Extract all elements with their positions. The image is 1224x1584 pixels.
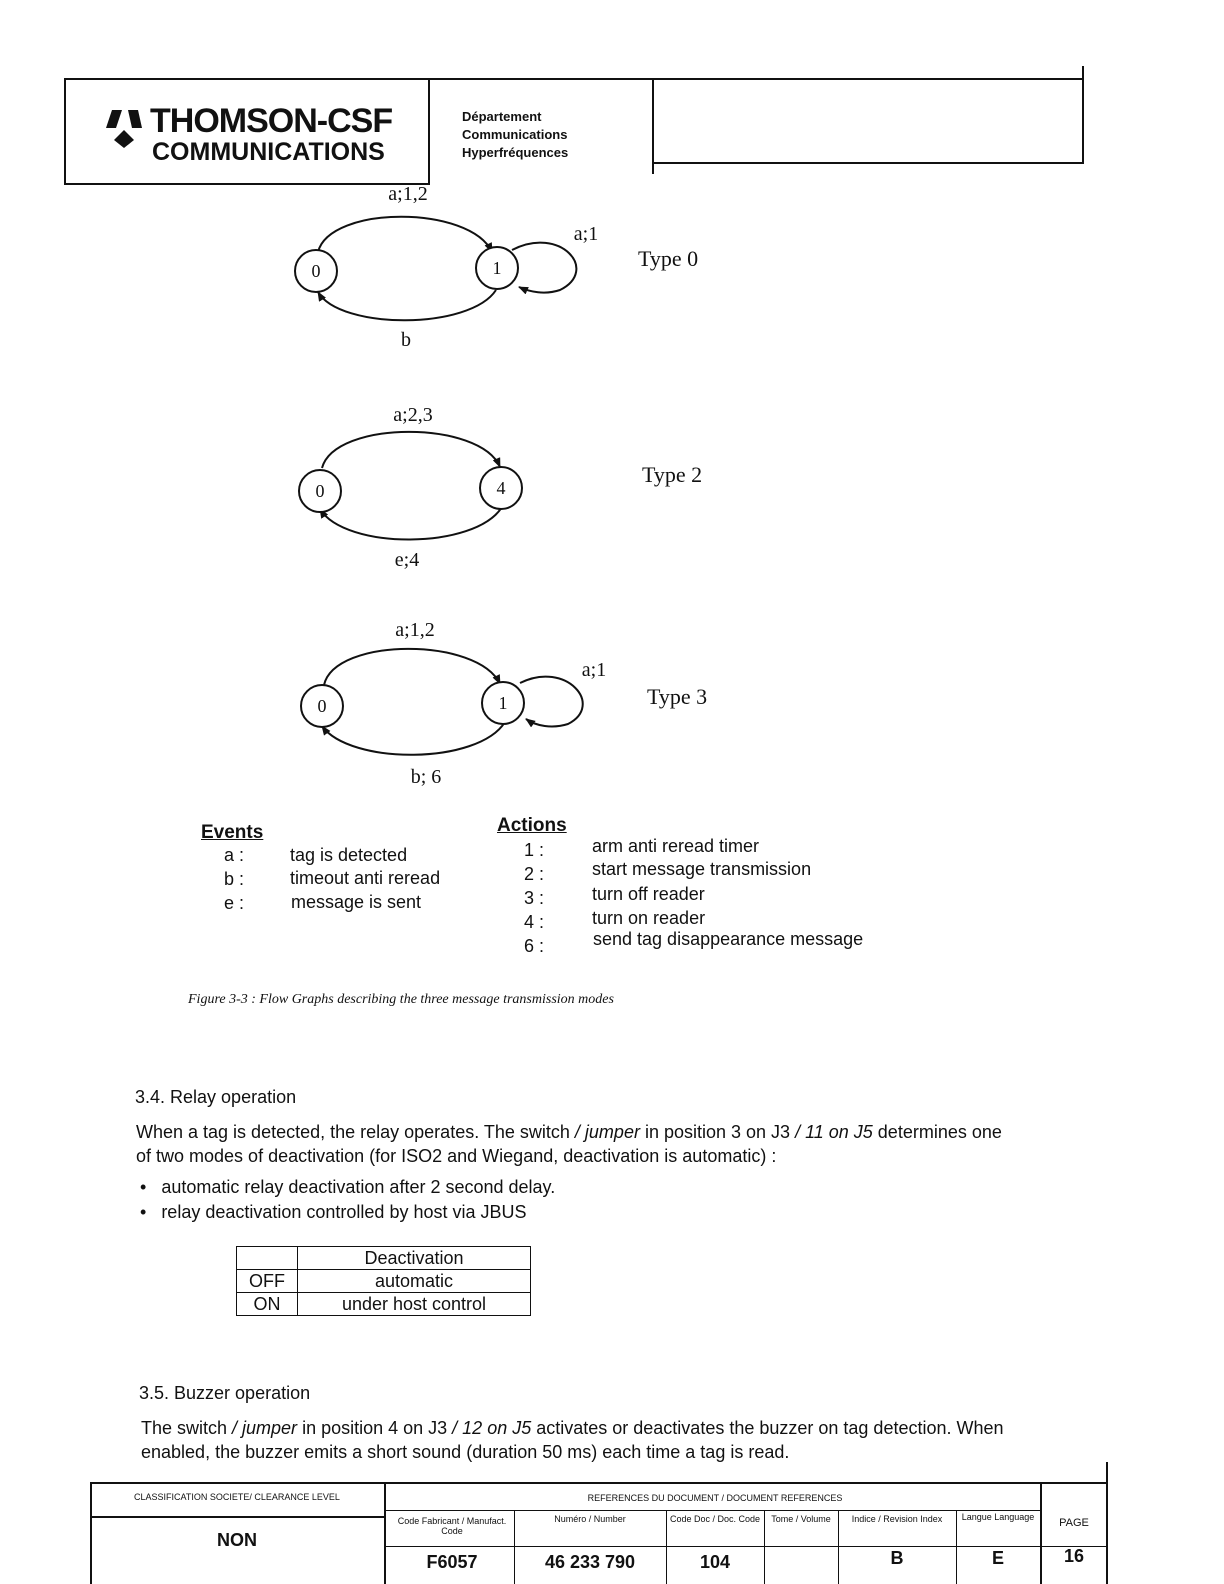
action-text: arm anti reread timer <box>592 836 760 856</box>
references-label: REFERENCES DU DOCUMENT / DOCUMENT REFERENCES <box>587 1493 843 1503</box>
action-key: 1 : <box>524 840 545 860</box>
action-text: turn off reader <box>592 884 705 904</box>
edge-label-top: a;1,2 <box>388 183 428 205</box>
loop-label: a;1 <box>581 659 607 681</box>
action-text: send tag disappearance message <box>593 929 864 949</box>
state-0: 0 <box>315 481 325 501</box>
loop-label: a;1 <box>573 223 599 245</box>
action-key: 6 : <box>524 936 545 956</box>
event-text: tag is detected <box>290 845 408 865</box>
state-0: 0 <box>317 696 327 716</box>
edge-label-top: a;1,2 <box>395 619 435 641</box>
action-text: start message transmission <box>592 859 812 879</box>
edge-label-bottom: b <box>401 329 411 351</box>
relay-paragraph: When a tag is detected, the relay operates. The switch / jumper in position 3 on J3 / 11 on J5 determines one of two modes of deactivation (for ISO2 and Wiegand, deactivation is automatic) : <box>136 1122 1002 1166</box>
event-text: message is sent <box>291 892 422 912</box>
table-row: ON under host control <box>237 1293 531 1316</box>
classification-label: CLASSIFICATION SOCIETE/ CLEARANCE LEVEL <box>134 1492 340 1502</box>
deactivation-table <box>236 1246 531 1316</box>
section-title-buzzer: 3.5. Buzzer operation <box>139 1383 311 1403</box>
page-number: 16 <box>1063 1546 1085 1566</box>
action-text: turn on reader <box>592 908 706 928</box>
event-text: timeout anti reread <box>290 868 441 888</box>
bullet-item: • automatic relay deactivation after 2 second delay. <box>140 1177 556 1197</box>
figure-caption: Figure 3-3 : Flow Graphs describing the three message transmission modes <box>188 992 614 1007</box>
flow-graph-type0 <box>295 183 698 351</box>
graph-type-label: Type 3 <box>647 684 708 709</box>
event-key: e : <box>224 893 245 913</box>
bullet-item: • relay deactivation controlled by host via JBUS <box>140 1202 527 1222</box>
company-name: THOMSON-CSF <box>150 102 393 140</box>
action-key: 4 : <box>524 912 545 932</box>
state-0: 0 <box>311 261 321 281</box>
document-footer: CLASSIFICATION SOCIETE/ CLEARANCE LEVEL NON REFERENCES DU DOCUMENT / DOCUMENT REFERENCES Code Fabricant / Manufact. Code F6057 Numéro / Number 46 233 790 Code Doc / Doc. Code 104 Tome / Volume Indice / Revision Index B Langue Language E PAGE 16 <box>90 1462 1108 1584</box>
action-key: 3 : <box>524 888 545 908</box>
graph-type-label: Type 0 <box>638 246 699 271</box>
classification-value: NON <box>217 1530 257 1550</box>
department-label: Département Communications Hyperfréquences <box>462 109 569 160</box>
flow-graph-type3 <box>301 619 707 788</box>
actions-heading: Actions <box>497 815 567 836</box>
event-key: a : <box>224 845 245 865</box>
buzzer-paragraph: The switch / jumper in position 4 on J3 / 12 on J5 activates or deactivates the buzzer on tag detection. When enabled, the buzzer emits a short sound (duration 50 ms) each time a tag is read. <box>141 1418 1004 1462</box>
event-key: b : <box>224 869 245 889</box>
page-label: PAGE <box>1059 1517 1089 1529</box>
edge-label-bottom: b; 6 <box>410 766 442 788</box>
edge-label-top: a;2,3 <box>393 404 433 426</box>
state-4: 4 <box>496 478 506 498</box>
state-1: 1 <box>492 258 502 278</box>
company-subtitle: COMMUNICATIONS <box>152 138 385 166</box>
edge-label-bottom: e;4 <box>394 549 420 571</box>
state-1: 1 <box>498 693 508 713</box>
events-heading: Events <box>201 822 264 843</box>
action-key: 2 : <box>524 864 545 884</box>
graph-type-label: Type 2 <box>642 462 703 487</box>
table-row: OFF automatic <box>237 1270 531 1293</box>
flow-graph-type2 <box>299 404 702 571</box>
section-title-relay: 3.4. Relay operation <box>135 1087 297 1107</box>
table-header: Deactivation <box>298 1247 531 1270</box>
